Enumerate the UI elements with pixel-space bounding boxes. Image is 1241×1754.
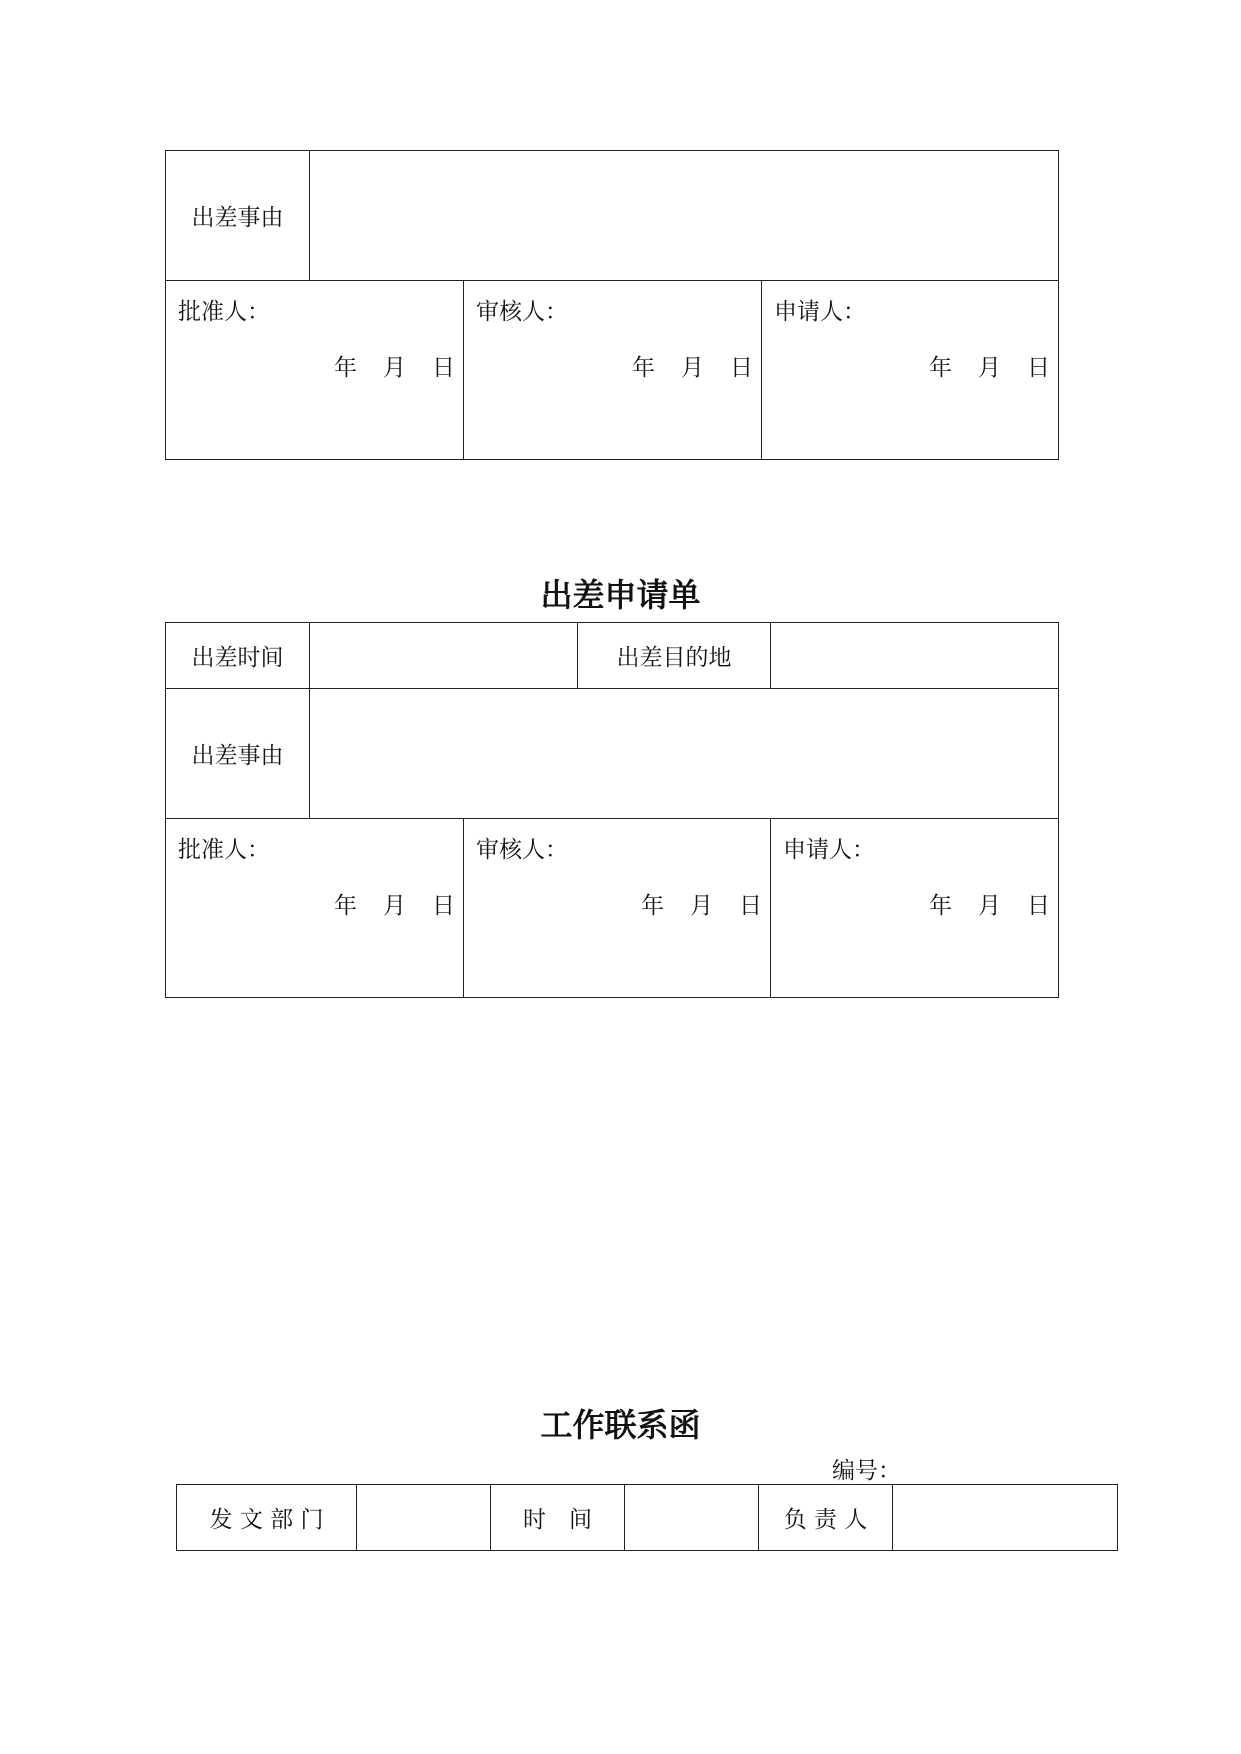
form3-table xyxy=(176,1484,1118,1551)
applicant-cell[interactable] xyxy=(771,819,1059,998)
approver-date: 年 月 日 xyxy=(334,893,455,919)
applicant-label: 申请人： xyxy=(774,299,866,325)
reviewer-label: 审核人： xyxy=(476,837,568,863)
form2-title: 出差申请单 xyxy=(540,576,701,614)
form1-table xyxy=(165,150,1059,460)
reason-label: 出差事由 xyxy=(166,689,310,819)
reviewer-date: 年 月 日 xyxy=(632,355,753,381)
reason-field[interactable] xyxy=(310,689,1059,819)
time-label: 出差时间 xyxy=(166,623,310,689)
time-field[interactable] xyxy=(625,1485,759,1551)
approver-date: 年 月 日 xyxy=(334,355,455,381)
time-field[interactable] xyxy=(310,623,578,689)
owner-label: 负 责 人 xyxy=(759,1485,893,1551)
form3-title: 工作联系函 xyxy=(540,1406,701,1444)
dept-field[interactable] xyxy=(357,1485,491,1551)
reason-field[interactable] xyxy=(310,151,1059,281)
reviewer-cell[interactable] xyxy=(464,281,762,460)
reason-label: 出差事由 xyxy=(166,151,310,281)
dept-label: 发 文 部 门 xyxy=(177,1485,357,1551)
reviewer-cell[interactable] xyxy=(464,819,771,998)
approver-label: 批准人： xyxy=(178,299,270,325)
owner-field[interactable] xyxy=(893,1485,1118,1551)
destination-field[interactable] xyxy=(771,623,1059,689)
form2-table xyxy=(165,622,1059,998)
approver-cell[interactable] xyxy=(166,281,464,460)
applicant-cell[interactable] xyxy=(762,281,1059,460)
time-label: 时 间 xyxy=(491,1485,625,1551)
reviewer-date: 年 月 日 xyxy=(641,893,762,919)
number-label: 编号： xyxy=(832,1458,901,1484)
approver-cell[interactable] xyxy=(166,819,464,998)
applicant-label: 申请人： xyxy=(783,837,875,863)
destination-label: 出差目的地 xyxy=(578,623,771,689)
applicant-date: 年 月 日 xyxy=(929,355,1051,381)
reviewer-label: 审核人： xyxy=(476,299,568,325)
approver-label: 批准人： xyxy=(178,837,270,863)
applicant-date: 年 月 日 xyxy=(929,893,1050,919)
